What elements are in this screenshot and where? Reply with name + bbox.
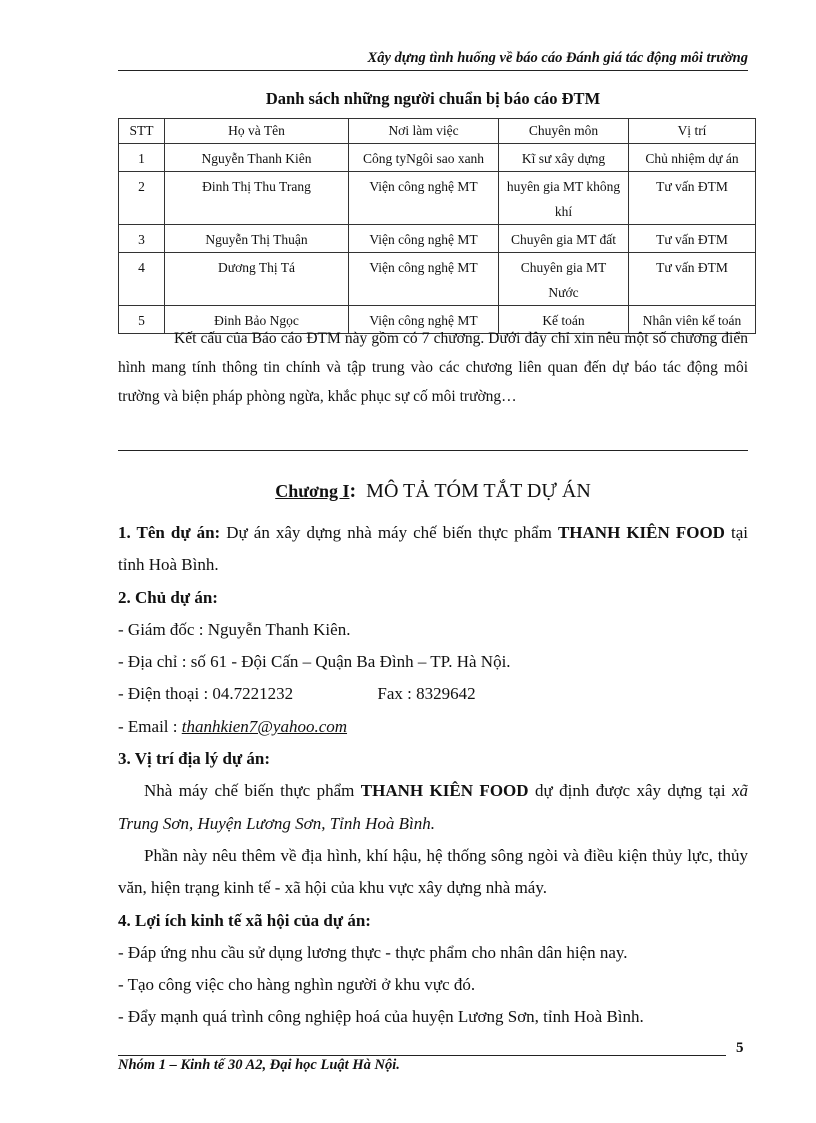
phone-fax-line [118, 678, 748, 710]
location-text: xã Trung Sơn, Huyện Lương Sơn, Tỉnh Hoà Bình. [118, 781, 749, 833]
section-1 [118, 517, 748, 582]
section-3-text-mid: dự định được xây dựng tại [534, 781, 726, 801]
section-rule [118, 450, 748, 451]
section-1-label: 1. Tên dự án: [118, 523, 221, 542]
footer-rule [118, 1055, 726, 1056]
section-3-paragraph-1 [118, 775, 748, 840]
table-cell: Dương Thị Tá [165, 253, 349, 306]
table-cell: Nguyễn Thị Thuận [165, 225, 349, 253]
chapter-title: MÔ TẢ TÓM TẮT DỰ ÁN [366, 480, 591, 502]
table-row [119, 172, 756, 225]
benefit-item: - Đáp ứng nhu cầu sử dụng lương thực - thực phẩm cho nhân dân hiện nay. [118, 942, 628, 962]
table-cell: Viện công nghệ MT [349, 172, 499, 225]
column-header: Chuyên môn [499, 119, 629, 144]
email-link[interactable]: thanhkien7@yahoo.com [181, 716, 348, 736]
table-cell: Nguyễn Thanh Kiên [165, 144, 349, 172]
table-cell: Nhân viên kế toán [629, 306, 756, 334]
page-number: 5 [736, 1040, 744, 1056]
email-label: - Email : [118, 716, 178, 736]
staff-table [118, 118, 756, 334]
table-cell: Kế toán [499, 306, 629, 334]
table-row [119, 144, 756, 172]
section-1-text-end: tại tỉnh Hoà Bình. [118, 523, 748, 575]
intro-paragraph: Kết cấu của Báo cáo ĐTM này gồm có 7 chương. Dưới đây chỉ xin nêu một số chương điển hình mang tính thông tin chính và tập trung vào các chương liên quan đến dự báo tác động môi trường và biện pháp phòng ngừa, khắc phục sự cố môi trường… [118, 330, 748, 405]
chapter-label: Chương I [275, 481, 350, 501]
table-cell: Đinh Bảo Ngọc [165, 306, 349, 334]
column-header: STT [119, 119, 165, 144]
section-3-paragraph-2: Phần này nêu thêm về địa hình, khí hậu, hệ thống sông ngòi và điều kiện thủy lực, thủy văn, hiện trạng kinh tế - xã hội của khu vực xây dựng nhà máy. [118, 845, 748, 898]
section-2-label: 2. Chủ dự án: [118, 587, 218, 607]
table-cell: Viện công nghệ MT [349, 225, 499, 253]
table-header-row [119, 119, 756, 144]
column-header: Vị trí [629, 119, 756, 144]
table-cell: huyên gia MT không khí [499, 172, 629, 225]
table-cell: 2 [119, 172, 165, 225]
brand-name: THANH KIÊN FOOD [557, 523, 725, 542]
column-header: Họ và Tên [165, 119, 349, 144]
table-cell: Đinh Thị Thu Trang [165, 172, 349, 225]
table-cell: 3 [119, 225, 165, 253]
table-cell: Tư vấn ĐTM [629, 225, 756, 253]
section-3-text: Nhà máy chế biến thực phẩm [144, 781, 355, 801]
email-line [118, 711, 748, 743]
section-4-label: 4. Lợi ích kinh tế xã hội của dự án: [118, 910, 371, 930]
fax-text: Fax : 8329642 [377, 684, 476, 704]
section-3-label: 3. Vị trí địa lý dự án: [118, 749, 271, 769]
benefit-item: - Đẩy mạnh quá trình công nghiệp hoá của huyện Lương Sơn, tỉnh Hoà Bình. [118, 1007, 644, 1027]
table-row [119, 225, 756, 253]
brand-name: THANH KIÊN FOOD [360, 781, 529, 801]
page-footer: Nhóm 1 – Kinh tế 30 A2, Đại học Luật Hà Nội. [118, 1057, 400, 1073]
table-cell: Tư vấn ĐTM [629, 253, 756, 306]
table-cell: Chuyên gia MT Nước [499, 253, 629, 306]
chapter-heading [118, 480, 748, 503]
table-row [119, 253, 756, 306]
table-cell: Kĩ sư xây dựng [499, 144, 629, 172]
benefit-item: - Tạo công việc cho hàng nghìn người ở khu vực đó. [118, 975, 476, 995]
chapter-colon: : [349, 480, 357, 502]
table-cell: Công tyNgôi sao xanh [349, 144, 499, 172]
table-cell: Tư vấn ĐTM [629, 172, 756, 225]
section-1-text: Dự án xây dựng nhà máy chế biến thực phẩm [226, 523, 552, 542]
address-line: - Địa chỉ : số 61 - Đội Cấn – Quận Ba Đình – TP. Hà Nội. [118, 652, 511, 672]
header-rule [118, 70, 748, 71]
phone-text: - Điện thoại : 04.7221232 [118, 684, 294, 704]
table-cell: 1 [119, 144, 165, 172]
column-header: Nơi làm việc [349, 119, 499, 144]
table-cell: Chuyên gia MT đất [499, 225, 629, 253]
page-header: Xây dựng tình huống về báo cáo Đánh giá tác động môi trường [367, 50, 748, 66]
chapter-body [118, 517, 748, 1034]
table-cell: Chủ nhiệm dự án [629, 144, 756, 172]
table-cell: 5 [119, 306, 165, 334]
table-cell: 4 [119, 253, 165, 306]
director-line: - Giám đốc : Nguyễn Thanh Kiên. [118, 619, 351, 639]
table-title: Danh sách những người chuẩn bị báo cáo ĐTM [265, 89, 601, 108]
table-cell: Viện công nghệ MT [349, 306, 499, 334]
table-cell: Viện công nghệ MT [349, 253, 499, 306]
